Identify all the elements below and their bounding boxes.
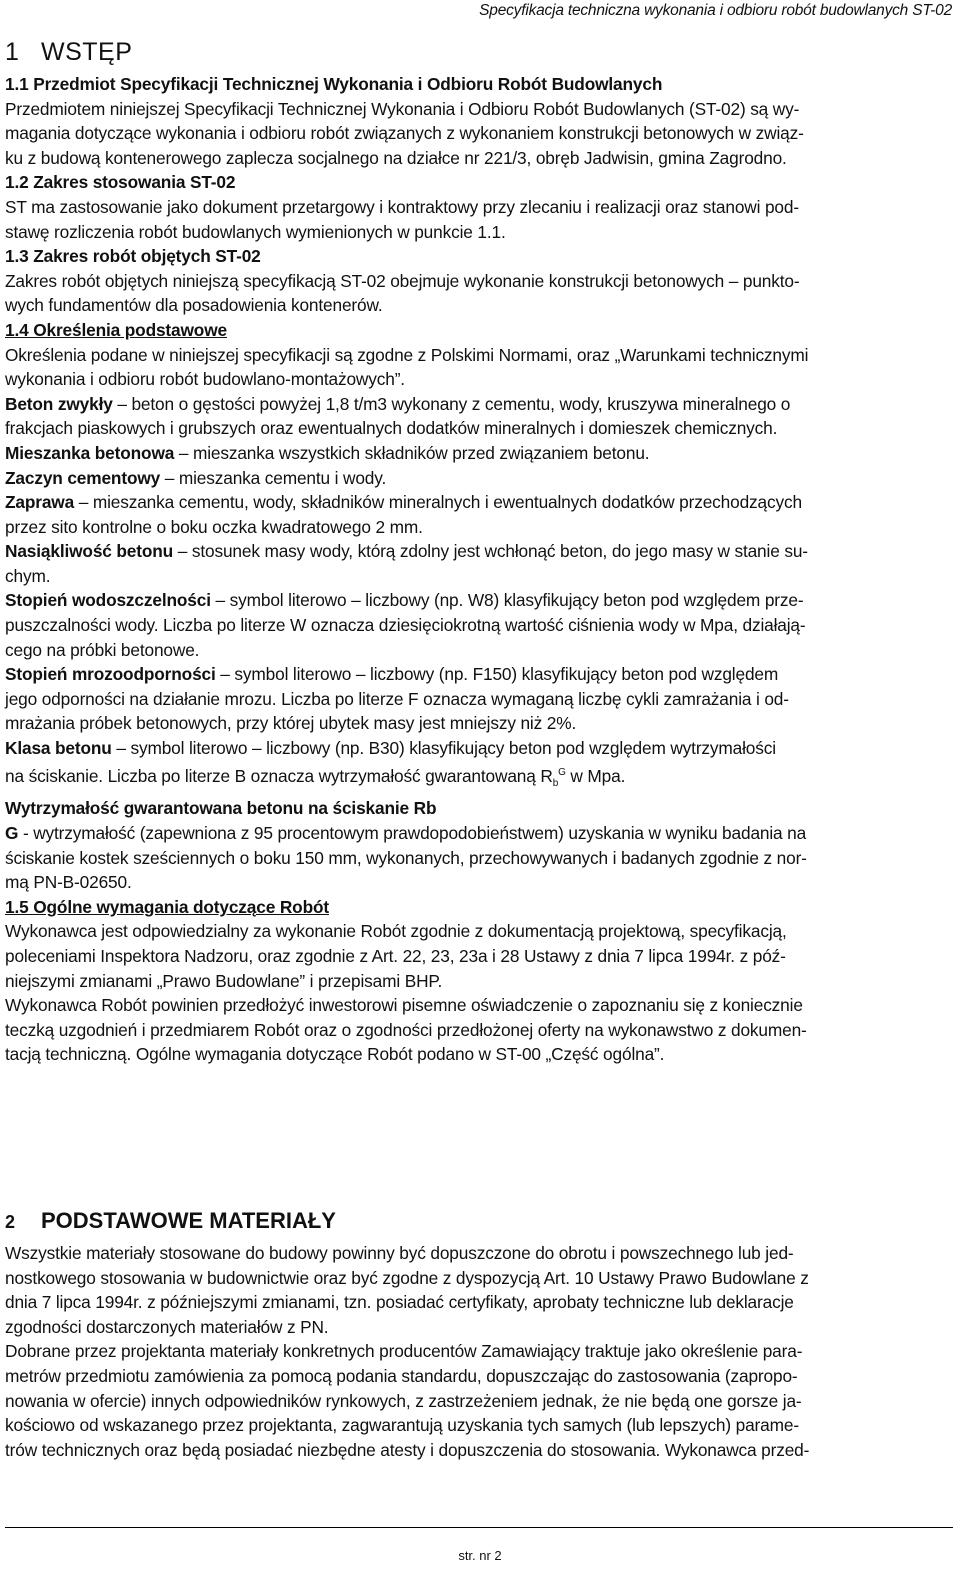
term-label: Zaprawa	[5, 492, 75, 513]
term-label: G	[5, 823, 19, 844]
paragraph-line: metrów przedmiotu zamówienia za pomocą podania standardu, dopuszczając do zastosowania (zapropo-	[5, 1365, 798, 1386]
paragraph-line: poleceniami Inspektora Nadzoru, oraz zgodnie z Art. 22, 23, 23a i 28 Ustawy z dnia 7 lipca 1994r. z póź-	[5, 946, 786, 966]
paragraph-line: trów technicznych oraz będą posiadać niezbędne atesty i dopuszczenia do stosowania. Wykonawca przed-	[5, 1439, 810, 1460]
paragraph-line: ściskanie kostek sześciennych o boku 150 mm, wykonanych, przechowywanych i badanych zgodnie z nor-	[5, 847, 807, 868]
paragraph-line: kościowo od wskazanego przez projektanta, zagwarantują uzyskania tych samych (lub lepszych) paramе-	[5, 1415, 799, 1436]
subsection-1-5-title: 1.5 Ogólne wymagania dotyczące Robót	[5, 896, 329, 917]
term-label: Klasa betonu	[5, 738, 112, 759]
paragraph-line: puszczalności wody. Liczba po literze W oznacza dziesięciokrotną wartość ciśnienia wody w Mpa, działają-	[5, 615, 806, 636]
subsection-1-2-title: 1.2 Zakres stosowania ST-02	[5, 172, 236, 193]
paragraph-line: nostkowego stosowania w budownictwie oraz być zgodne z dyspozycją Art. 10 Ustawy Prawo Budowlane z	[5, 1267, 809, 1288]
term-label: Beton zwykły	[5, 393, 113, 414]
footer-divider	[5, 1527, 953, 1528]
definition-wodoszczelnosc: Stopień wodoszczelności – symbol literowo – liczbowy (np. W8) klasyfikujący beton pod względem prze-	[5, 590, 804, 611]
paragraph-line: Określenia podane w niniejszej specyfikacji są zgodne z Polskimi Normami, oraz „Warunkami technicznymi	[5, 344, 809, 365]
section-1-body	[5, 72, 950, 1067]
subsection-1-1-title: 1.1 Przedmiot Specyfikacji Technicznej Wykonania i Odbioru Robót Budowlanych	[5, 74, 663, 94]
paragraph-line: chym.	[5, 565, 51, 586]
subsection-1-3-title: 1.3 Zakres robót objętych ST-02	[5, 246, 261, 267]
paragraph-line: magania dotyczące wykonania i odbioru robót związanych z wykonaniem konstrukcji betonowych w związ-	[5, 123, 804, 144]
paragraph-line: na ściskanie. Liczba po literze B oznacza wytrzymałość gwarantowaną $R_b^G$ w Mpa.	[5, 765, 626, 789]
paragraph-line: jego odporności na działanie mrozu. Liczba po literze F oznacza wymaganą liczbę cykli zamrażania i od-	[5, 688, 789, 709]
section-2-title: PODSTAWOWE MATERIAŁY	[41, 1208, 336, 1233]
definition-zaprawa: Zaprawa – mieszanka cementu, wody, składników mineralnych i ewentualnych dodatków przechodzących	[5, 492, 802, 513]
paragraph-line: ku z budową kontenerowego zaplecza socjalnego na działce nr 221/3, obręb Jadwisin, gmina Zagrodno.	[5, 147, 787, 168]
section-1-heading	[5, 38, 132, 67]
paragraph-line: cego na próbki betonowe.	[5, 639, 200, 660]
definition-wytrzymalosc-title: Wytrzymałość gwarantowana betonu na ściskanie Rb	[5, 798, 437, 819]
paragraph-line: Zakres robót objętych niniejszą specyfikacją ST-02 obejmuje wykonanie konstrukcji betonowych – punkto-	[5, 270, 800, 291]
section-2-number: 2	[5, 1212, 16, 1232]
paragraph-line: tacją techniczną. Ogólne wymagania dotyczące Robót podano w ST-00 „Część ogólna”.	[5, 1044, 665, 1065]
paragraph-line: nowania w ofercie) innych odpowiedników rynkowych, z zastrzeżeniem jednak, że nie będą one gorsze ja-	[5, 1390, 802, 1411]
definition-zaczyn: Zaczyn cementowy – mieszanka cementu i wody.	[5, 467, 387, 488]
paragraph-line: zgodności dostarczonych materiałów z PN.	[5, 1316, 329, 1337]
term-label: Nasiąkliwość betonu	[5, 541, 174, 562]
paragraph-line: Przedmiotem niniejszej Specyfikacji Technicznej Wykonania i Odbioru Robót Budowlanych (ST-02) są wy-	[5, 98, 800, 119]
paragraph-line: niejszymi zmianami „Prawo Budowlane” i przepisami BHP.	[5, 970, 443, 991]
paragraph-line: dnia 7 lipca 1994r. z późniejszymi zmianami, tzn. posiadać certyfikaty, aprobaty techniczne lub deklaracje	[5, 1292, 794, 1313]
subsection-1-4-title: 1.4 Określenia podstawowe	[5, 319, 227, 340]
running-header: Specyfikacja techniczna wykonania i odbioru robót budowlanych ST-02	[479, 2, 952, 19]
paragraph-line: ST ma zastosowanie jako dokument przetargowy i kontraktowy przy zlecaniu i realizacji oraz stanowi pod-	[5, 196, 799, 217]
term-label: Stopień wodoszczelności	[5, 590, 211, 611]
paragraph-line: frakcjach piaskowych i grubszych oraz ewentualnych dodatków mineralnych i domieszek chemicznych.	[5, 418, 778, 439]
section-2-heading	[5, 1208, 336, 1234]
paragraph-line: mrażania próbek betonowych, przy której ubytek masy jest mniejszy niż 2%.	[5, 713, 577, 734]
term-label: Stopień mrozoodporności	[5, 664, 216, 685]
definition-mrozoodpornosc: Stopień mrozoodporności – symbol literowo – liczbowy (np. F150) klasyfikujący beton pod względem	[5, 664, 779, 685]
paragraph-line: teczką uzgodnień i przedmiarem Robót oraz o zgodności przedłożonej oferty na wykonawstwo z dokumen-	[5, 1019, 807, 1040]
definition-beton: Beton zwykły – beton o gęstości powyżej 1,8 t/m3 wykonany z cementu, wody, kruszywa mineralnego o	[5, 393, 791, 414]
page-number: str. nr 2	[458, 1548, 502, 1563]
definition-mieszanka: Mieszanka betonowa – mieszanka wszystkich składników przed związaniem betonu.	[5, 442, 650, 463]
paragraph-line: stawę rozliczenia robót budowlanych wymienionych w punkcie 1.1.	[5, 221, 506, 242]
section-1-title: WSTĘP	[41, 38, 133, 66]
paragraph-line: wych fundamentów dla posadowienia kontenerów.	[5, 295, 383, 316]
paragraph-line: przez sito kontrolne o boku oczka kwadratowego 2 mm.	[5, 516, 423, 537]
term-label: Zaczyn cementowy	[5, 467, 161, 488]
section-1-number: 1	[5, 38, 20, 66]
section-2-body	[5, 1241, 950, 1462]
paragraph-line: Wykonawca Robót powinien przedłożyć inwestorowi pisemne oświadczenie o zapoznaniu się z koniecznie	[5, 995, 803, 1016]
paragraph-line: Wykonawca jest odpowiedzialny za wykonanie Robót zgodnie z dokumentacją projektową, specyfikacją,	[5, 921, 787, 942]
paragraph-line: Wszystkie materiały stosowane do budowy powinny być dopuszczone do obrotu i powszechnego lub jed-	[5, 1243, 794, 1263]
paragraph-line: mą PN-B-02650.	[5, 872, 132, 893]
paragraph-line: wykonania i odbioru robót budowlano-montażowych”.	[5, 369, 405, 390]
term-label: Mieszanka betonowa	[5, 442, 175, 463]
definition-wytrzymalosc: G - wytrzymałość (zapewniona z 95 procentowym prawdopodobieństwem) uzyskania w wyniku badania na	[5, 823, 807, 844]
definition-nasiakliwosc: Nasiąkliwość betonu – stosunek masy wody, którą zdolny jest wchłonąć beton, do jego masy w stanie su-	[5, 541, 808, 562]
definition-klasa: Klasa betonu – symbol literowo – liczbowy (np. B30) klasyfikujący beton pod względem wytrzymałości	[5, 738, 776, 759]
paragraph-line: Dobrane przez projektanta materiały konkretnych producentów Zamawiający traktuje jako określenie para-	[5, 1341, 803, 1362]
